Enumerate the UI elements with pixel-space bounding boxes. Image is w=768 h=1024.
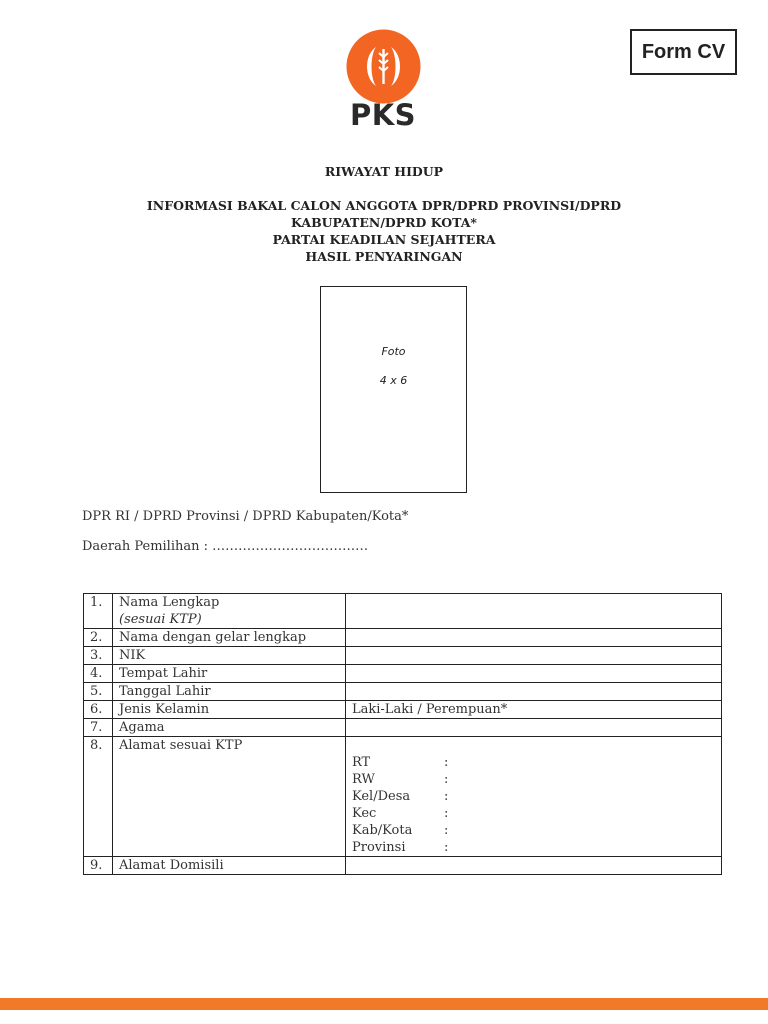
row-number: 2. bbox=[84, 629, 113, 647]
row-number: 8. bbox=[84, 737, 113, 857]
photo-label: Foto bbox=[381, 345, 406, 358]
electoral-district-line: Daerah Pemilihan : ……………………………… bbox=[82, 539, 369, 554]
table-row bbox=[84, 647, 722, 665]
document-subtitle bbox=[0, 197, 768, 265]
row-value bbox=[346, 857, 722, 875]
row-value bbox=[346, 665, 722, 683]
pks-logo-text: PKS bbox=[349, 98, 417, 132]
table-row bbox=[84, 629, 722, 647]
address-field-label: Kel/Desa bbox=[352, 789, 411, 804]
row-number: 9. bbox=[84, 857, 113, 875]
row-label bbox=[113, 594, 346, 629]
row-label: Agama bbox=[113, 719, 346, 737]
photo-size-label: 4 x 6 bbox=[379, 374, 408, 387]
address-field-label: Kec bbox=[352, 806, 377, 821]
subtitle-line: INFORMASI BAKAL CALON ANGGOTA DPR/DPRD PROVINSI/DPRD bbox=[146, 198, 622, 213]
table-row bbox=[84, 701, 722, 719]
address-field-label: Kab/Kota bbox=[352, 823, 413, 838]
pks-logo-icon bbox=[346, 29, 421, 104]
row-value bbox=[346, 719, 722, 737]
document-title: RIWAYAT HIDUP bbox=[324, 164, 444, 179]
table-row bbox=[84, 594, 722, 629]
row-value bbox=[346, 683, 722, 701]
address-field-label: RW bbox=[352, 772, 375, 787]
row-value bbox=[346, 647, 722, 665]
cv-table bbox=[83, 593, 722, 875]
row-number: 4. bbox=[84, 665, 113, 683]
table-row bbox=[84, 737, 722, 857]
subtitle-line: PARTAI KEADILAN SEJAHTERA bbox=[272, 232, 496, 247]
address-ktp-value bbox=[346, 737, 722, 857]
row-label: NIK bbox=[113, 647, 346, 665]
row-label-text: Nama Lengkap bbox=[119, 595, 220, 610]
address-field-sep: : bbox=[444, 823, 449, 838]
address-field-sep: : bbox=[444, 772, 449, 787]
row-number: 1. bbox=[84, 594, 113, 629]
subtitle-line: KABUPATEN/DPRD KOTA* bbox=[291, 215, 477, 230]
row-number: 6. bbox=[84, 701, 113, 719]
row-number: 5. bbox=[84, 683, 113, 701]
row-label-note: (sesuai KTP) bbox=[119, 612, 202, 627]
table-row bbox=[84, 857, 722, 875]
row-label: Jenis Kelamin bbox=[113, 701, 346, 719]
form-cv-label: Form CV bbox=[641, 40, 726, 63]
footer-accent-bar bbox=[0, 998, 768, 1010]
row-value: Laki-Laki / Perempuan* bbox=[346, 701, 722, 719]
table-row bbox=[84, 719, 722, 737]
row-value bbox=[346, 629, 722, 647]
photo-placeholder bbox=[320, 286, 467, 493]
row-label: Alamat Domisili bbox=[113, 857, 346, 875]
form-cv-badge bbox=[630, 29, 737, 75]
address-field-sep: : bbox=[444, 789, 449, 804]
row-number: 3. bbox=[84, 647, 113, 665]
legislature-options: DPR RI / DPRD Provinsi / DPRD Kabupaten/Kota* bbox=[82, 509, 409, 524]
address-field-label: Provinsi bbox=[352, 840, 406, 855]
table-row bbox=[84, 683, 722, 701]
address-field-label: RT bbox=[352, 755, 371, 770]
row-label: Tanggal Lahir bbox=[113, 683, 346, 701]
address-field-sep: : bbox=[444, 755, 449, 770]
row-number: 7. bbox=[84, 719, 113, 737]
row-label: Alamat sesuai KTP bbox=[113, 737, 346, 857]
address-field-sep: : bbox=[444, 806, 449, 821]
table-row bbox=[84, 665, 722, 683]
row-label: Nama dengan gelar lengkap bbox=[113, 629, 346, 647]
row-value bbox=[346, 594, 722, 629]
subtitle-line: HASIL PENYARINGAN bbox=[305, 249, 463, 264]
address-fields bbox=[352, 754, 715, 856]
address-field-sep: : bbox=[444, 840, 449, 855]
row-label: Tempat Lahir bbox=[113, 665, 346, 683]
